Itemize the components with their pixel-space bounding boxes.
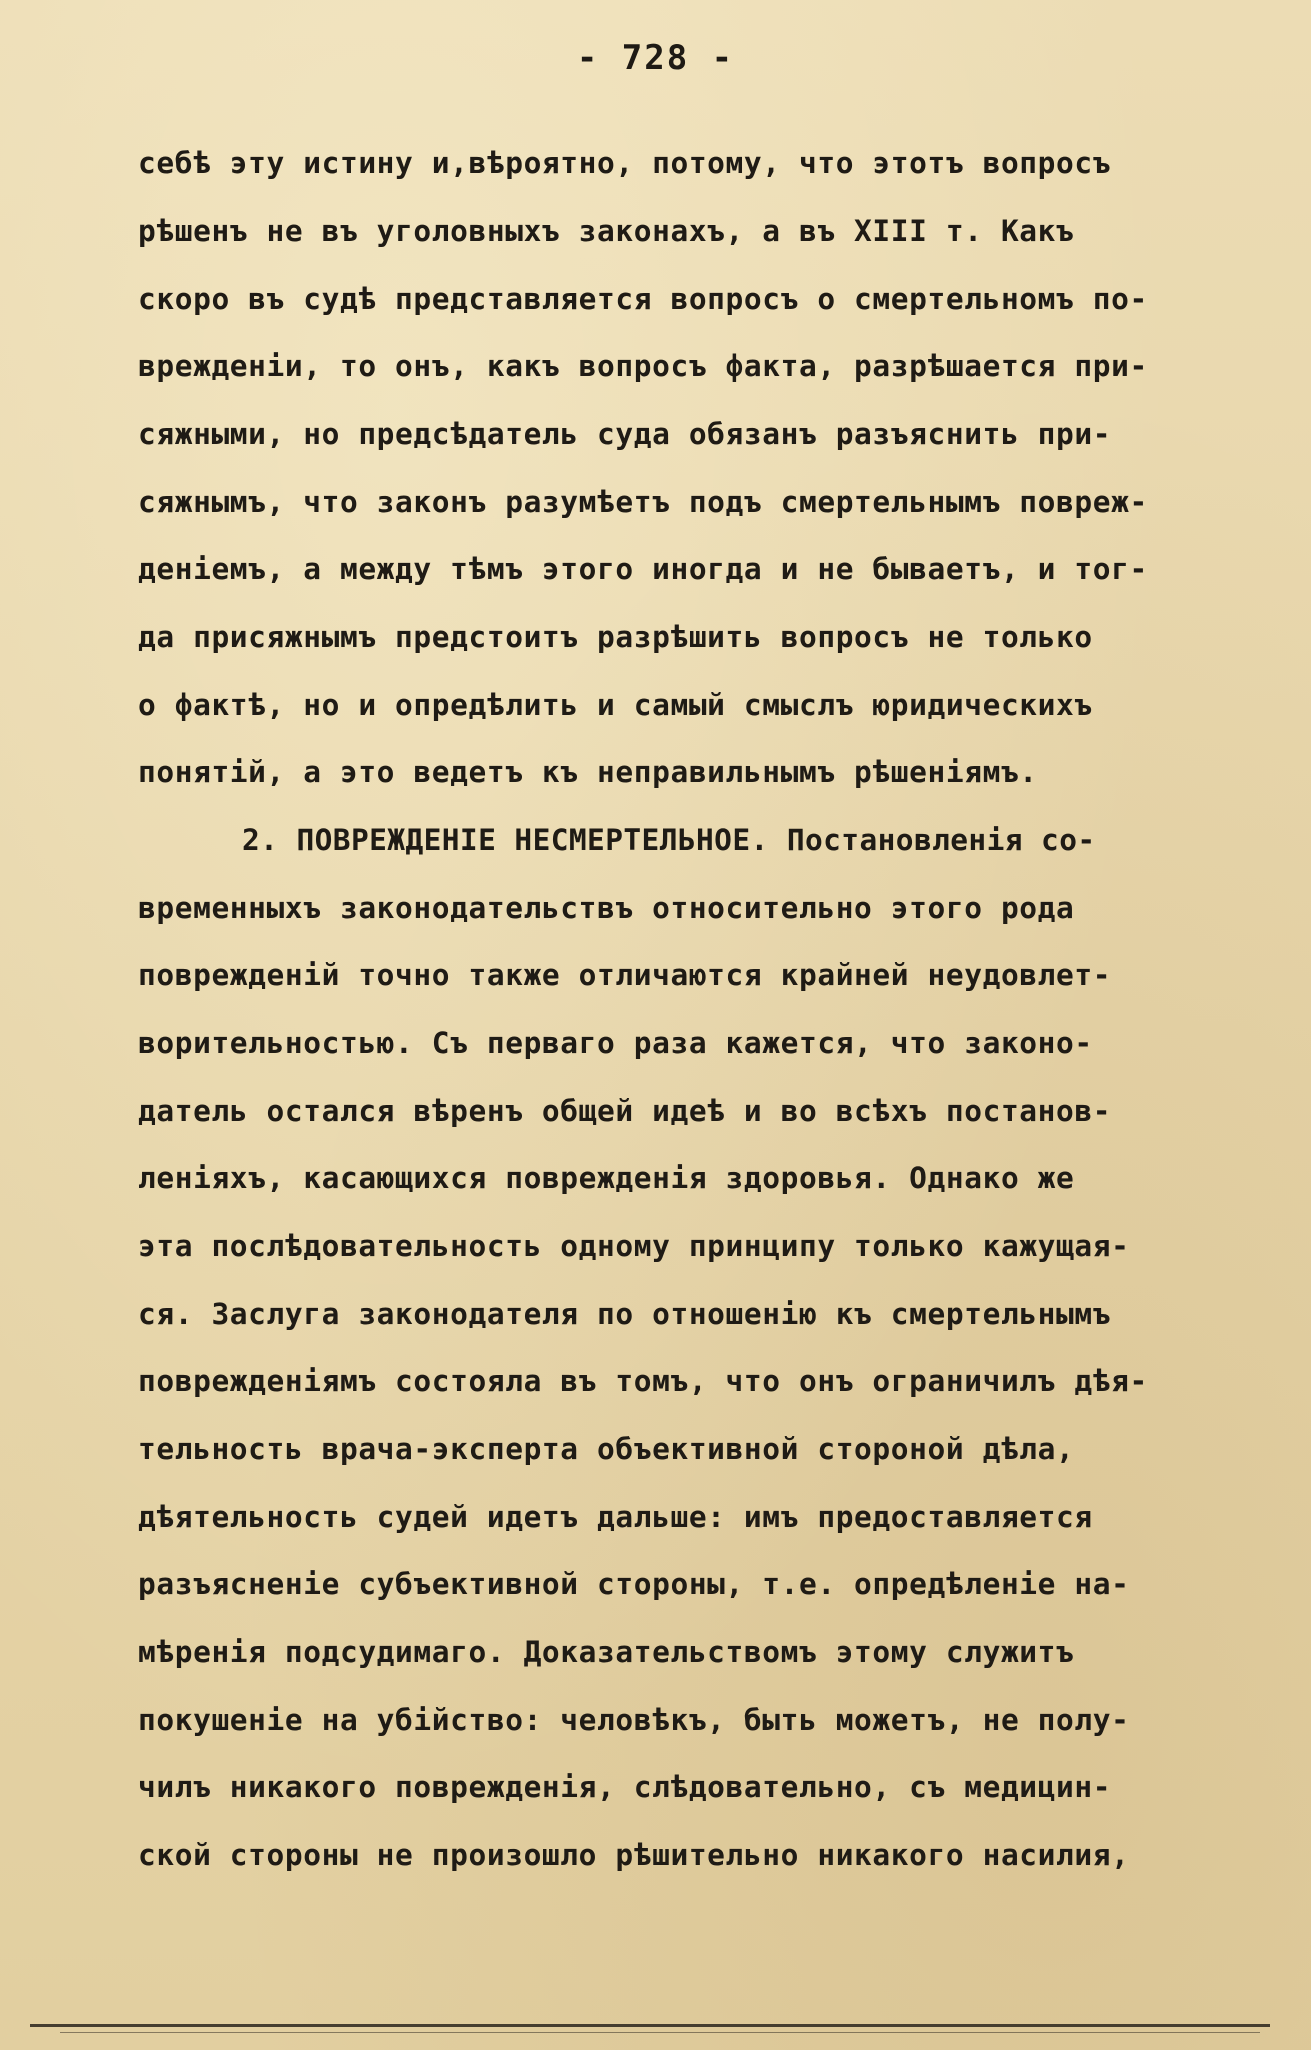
text-line-22: разъясненiе субъективной стороны, т.е. опредѣленiе на- [138, 1567, 1130, 1601]
text-line-17: эта послѣдовательность одному принципу только кажущая- [138, 1229, 1130, 1263]
page-number: - 728 - [576, 38, 735, 78]
text-line-26: ской стороны не произошло рѣшительно никакого насилия, [138, 1838, 1130, 1872]
text-line-19: поврежденiямъ состояла въ томъ, что онъ ограничилъ дѣя- [138, 1364, 1148, 1398]
text-line-2: рѣшенъ не въ уголовныхъ законахъ, а въ XIII т. Какъ [138, 214, 1075, 248]
text-line-23: мѣренiя подсудимаго. Доказательствомъ этому служитъ [138, 1635, 1075, 1669]
text-line-18: ся. Заслуга законодателя по отношенiю къ смертельнымъ [138, 1297, 1112, 1331]
text-line-14: ворительностью. Съ перваго раза кажется, что законо- [138, 1026, 1093, 1060]
bottom-rule-thin [60, 2032, 1260, 2033]
text-line-5: сяжными, но предсѣдатель суда обязанъ разъяснить при- [138, 417, 1112, 451]
bottom-rule [30, 2024, 1270, 2027]
text-line-20: тельность врача-эксперта объективной стороной дѣла, [138, 1432, 1075, 1466]
text-line-1: себѣ эту истину и,вѣроятно, потому, что этотъ вопросъ [138, 146, 1112, 180]
text-line-21: дѣятельность судей идетъ дальше: имъ предоставляется [138, 1500, 1093, 1534]
text-line-12: временныхъ законодательствъ относительно этого рода [138, 891, 1075, 925]
text-line-13: поврежденiй точно также отличаются крайней неудовлет- [138, 958, 1112, 992]
text-line-16: ленiяхъ, касающихся поврежденiя здоровья. Однако же [138, 1161, 1075, 1195]
text-line-7: денiемъ, а между тѣмъ этого иногда и не бываетъ, и тог- [138, 552, 1148, 586]
text-line-15: датель остался вѣренъ общей идеѣ и во всѣхъ постанов- [138, 1094, 1112, 1128]
text-line-24: покушенiе на убiйство: человѣкъ, быть можетъ, не полу- [138, 1703, 1130, 1737]
text-line-3: скоро въ судѣ представляется вопросъ о смертельномъ по- [138, 282, 1148, 316]
text-line-25: чилъ никакого поврежденiя, слѣдовательно, съ медицин- [138, 1770, 1112, 1804]
text-line-10: понятiй, а это ведетъ къ неправильнымъ рѣшенiямъ. [138, 755, 1038, 789]
section-heading-line: 2. ПОВРЕЖДЕНIЕ НЕСМЕРТЕЛЬНОЕ. Постановленiя со- [242, 823, 1096, 857]
text-line-8: да присяжнымъ предстоитъ разрѣшить вопросъ не только [138, 620, 1093, 654]
text-line-4: врежденiи, то онъ, какъ вопросъ факта, разрѣшается при- [138, 349, 1148, 383]
text-line-9: о фактѣ, но и опредѣлить и самый смыслъ юридическихъ [138, 688, 1093, 722]
text-line-6: сяжнымъ, что законъ разумѣетъ подъ смертельнымъ повреж- [138, 485, 1148, 519]
